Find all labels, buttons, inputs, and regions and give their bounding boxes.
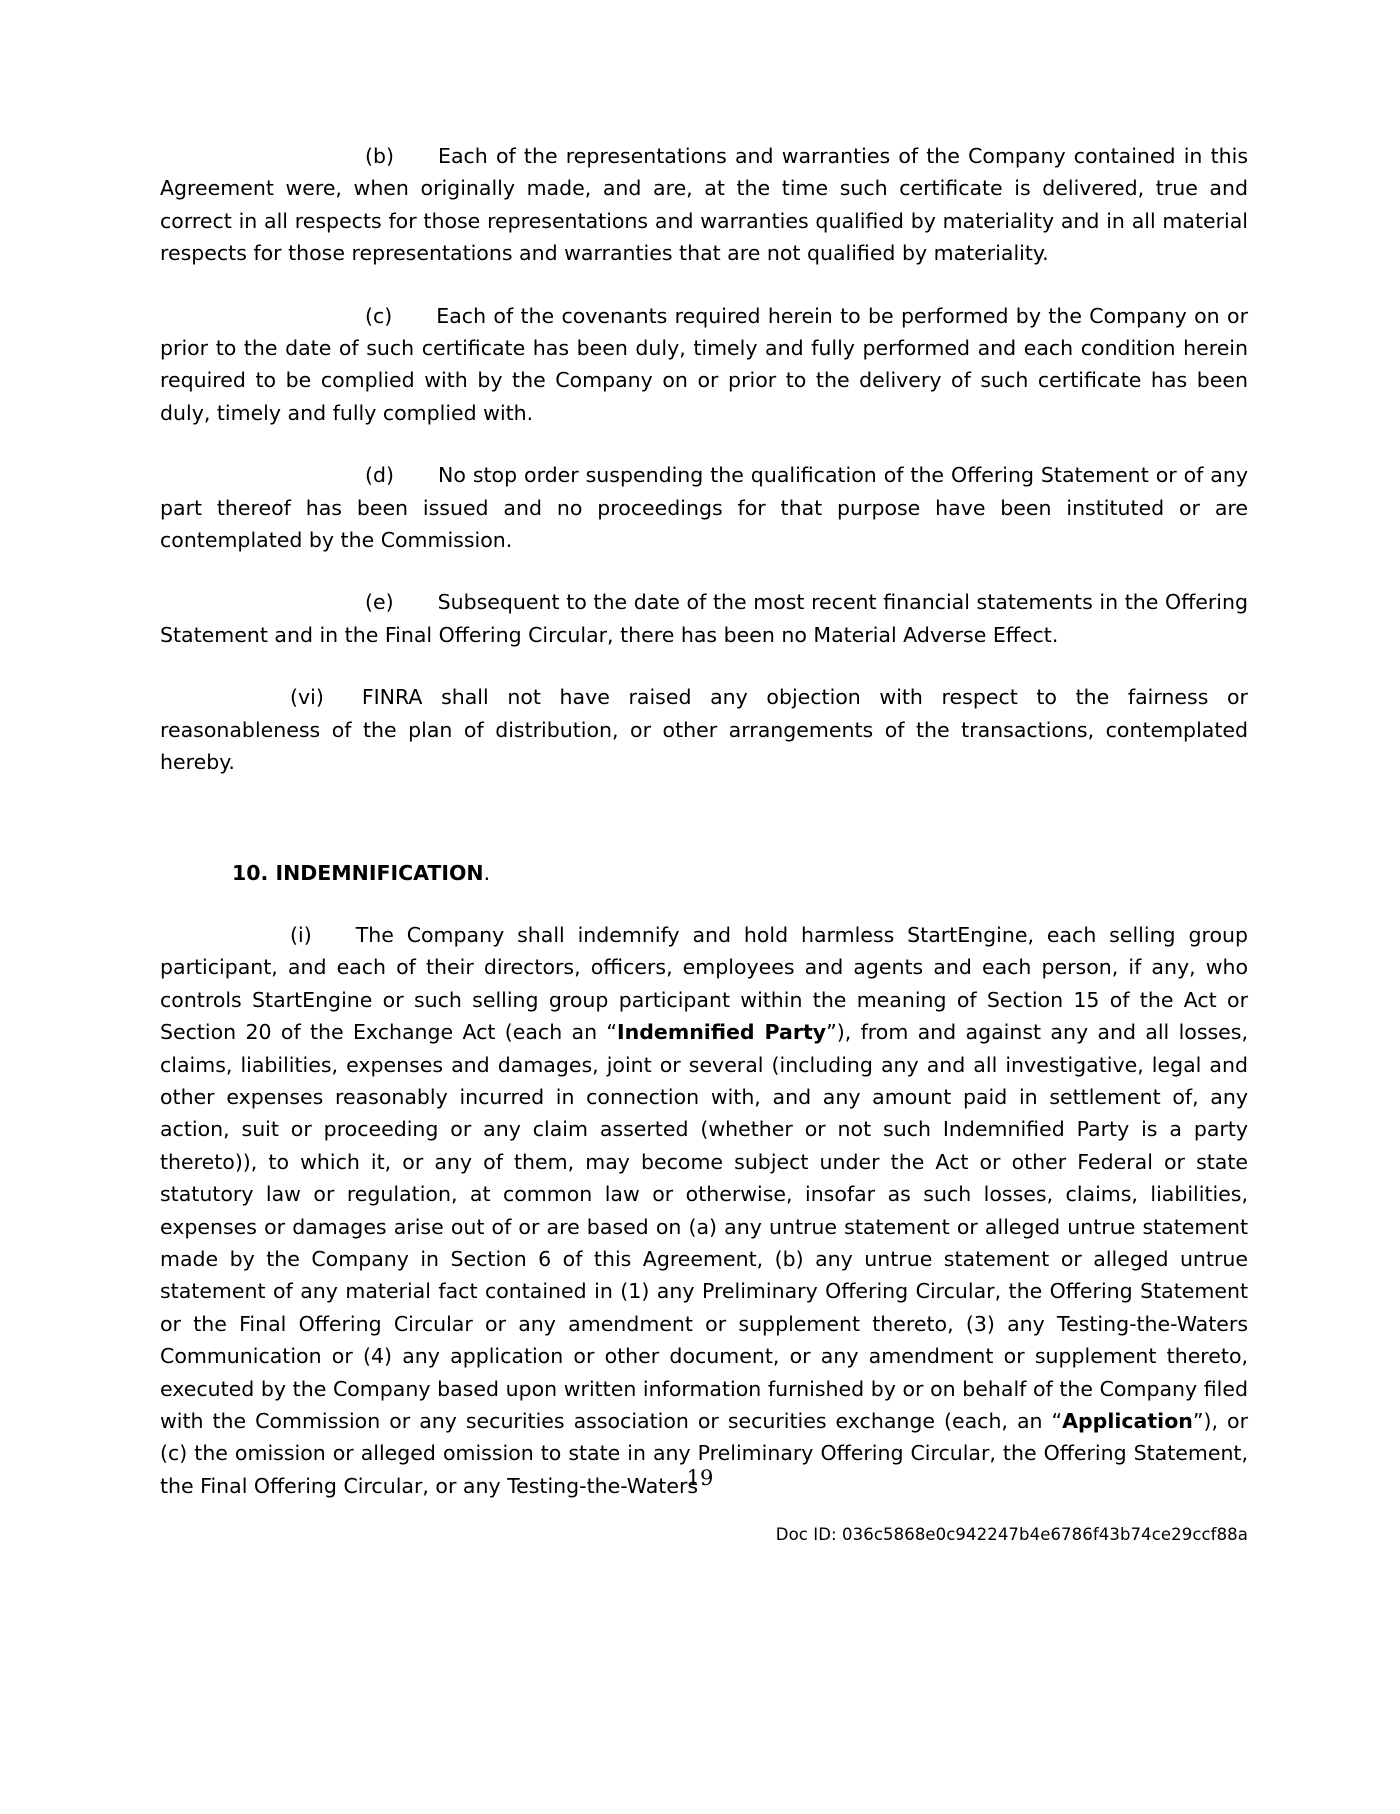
paragraph-vi bbox=[160, 681, 1248, 778]
paragraph-b bbox=[160, 140, 1248, 270]
section-heading-indemnification bbox=[160, 857, 1248, 889]
defined-term-indemnified-party: Indemnified Party bbox=[617, 1020, 827, 1045]
defined-term-application: Application bbox=[1062, 1409, 1193, 1433]
page-number: 19 bbox=[686, 1466, 714, 1490]
paragraph-text-c: Each of the covenants required herein to be performed by the Company on or prior to the date of such certificate has been duly, timely and fully performed and each condition herein required to be complied with by the Company on or prior to the delivery of such certificate has been duly, timely and fully complied with. bbox=[160, 303, 1248, 425]
indemnification-text-part3: ”), or (c) the omission or alleged omission to state in any Preliminary Offering Circular, the Offering Statement, the Final Offering Circular, or any Testing-the-Waters bbox=[160, 1409, 1248, 1498]
paragraph-text-b: Each of the representations and warranties of the Company contained in this Agreement were, when originally made, and are, at the time such certificate is delivered, true and correct in all respects for those representations and warranties qualified by materiality and in all material respects for those representations and warranties that are not qualified by materiality. bbox=[160, 144, 1248, 266]
paragraph-label-b: (b) bbox=[365, 144, 395, 168]
paragraph-d bbox=[160, 459, 1248, 556]
paragraph-c bbox=[160, 300, 1248, 430]
indemnification-text-part2: ”), from and against any and all losses, claims, liabilities, expenses and damages, joint or several (including any and all investigative, legal and other expenses reasonably incurred in connection with, and any amount paid in settlement of, any action, suit or proceeding or any claim asserted (whether or not such Indemnified Party is a party thereto)), to which it, or any of them, may become subject under the Act or other Federal or state statutory law or regulation, at common law or otherwise, insofar as such losses, claims, liabilities, expenses or damages arise out of or are based on (a) any untrue statement or alleged untrue statement made by the Company in Section 6 of this Agreement, (b) any untrue statement or alleged untrue statement of any material fact contained in (1) any Preliminary Offering Circular, the Offering Statement or the Final Offering Circular or any amendment or supplement thereto, (3) any Testing-the-Waters Communication or (4) any application or other document, or any amendment or supplement thereto, executed by the Company based upon written information furnished by or on behalf of the Company filed with the Commission or any securities association or securities exchange (each, an “ bbox=[160, 1020, 1248, 1433]
paragraph-label-c: (c) bbox=[365, 303, 393, 328]
section-heading-text: 10. INDEMNIFICATION bbox=[232, 860, 484, 885]
indemnification-text-part1: The Company shall indemnify and hold harmless StartEngine, each selling group participant, and each of their directors, officers, employees and agents and each person, if any, who controls StartEngine or such selling group participant within the meaning of Section 15 of the Act or Section 20 of the Exchange Act (each an “ bbox=[160, 922, 1248, 1045]
paragraph-label-e: (e) bbox=[365, 590, 394, 615]
spacer bbox=[160, 889, 1248, 919]
doc-id-footer: Doc ID: 036c5868e0c942247b4e6786f43b74ce29ccf88a bbox=[775, 1525, 1248, 1544]
paragraph-text-d: No stop order suspending the qualification of the Offering Statement or of any part thereof has been issued and no proceedings for that purpose have been instituted or are contemplated by the Commission. bbox=[160, 463, 1248, 553]
spacer bbox=[160, 779, 1248, 857]
paragraph-label-d: (d) bbox=[365, 463, 395, 488]
paragraph-label-vi: (vi) bbox=[290, 685, 324, 710]
paragraph-label-i: (i) bbox=[290, 922, 312, 947]
paragraph-text-vi: FINRA shall not have raised any objection with respect to the fairness or reasonableness of the plan of distribution, or other arrangements of the transactions, contemplated hereby. bbox=[160, 685, 1248, 775]
paragraph-e bbox=[160, 586, 1248, 651]
paragraph-i-indemnification bbox=[160, 919, 1248, 1502]
section-heading-period: . bbox=[483, 860, 491, 885]
paragraph-text-e: Subsequent to the date of the most recent financial statements in the Offering Statement and in the Final Offering Circular, there has been no Material Adverse Effect. bbox=[160, 590, 1248, 647]
